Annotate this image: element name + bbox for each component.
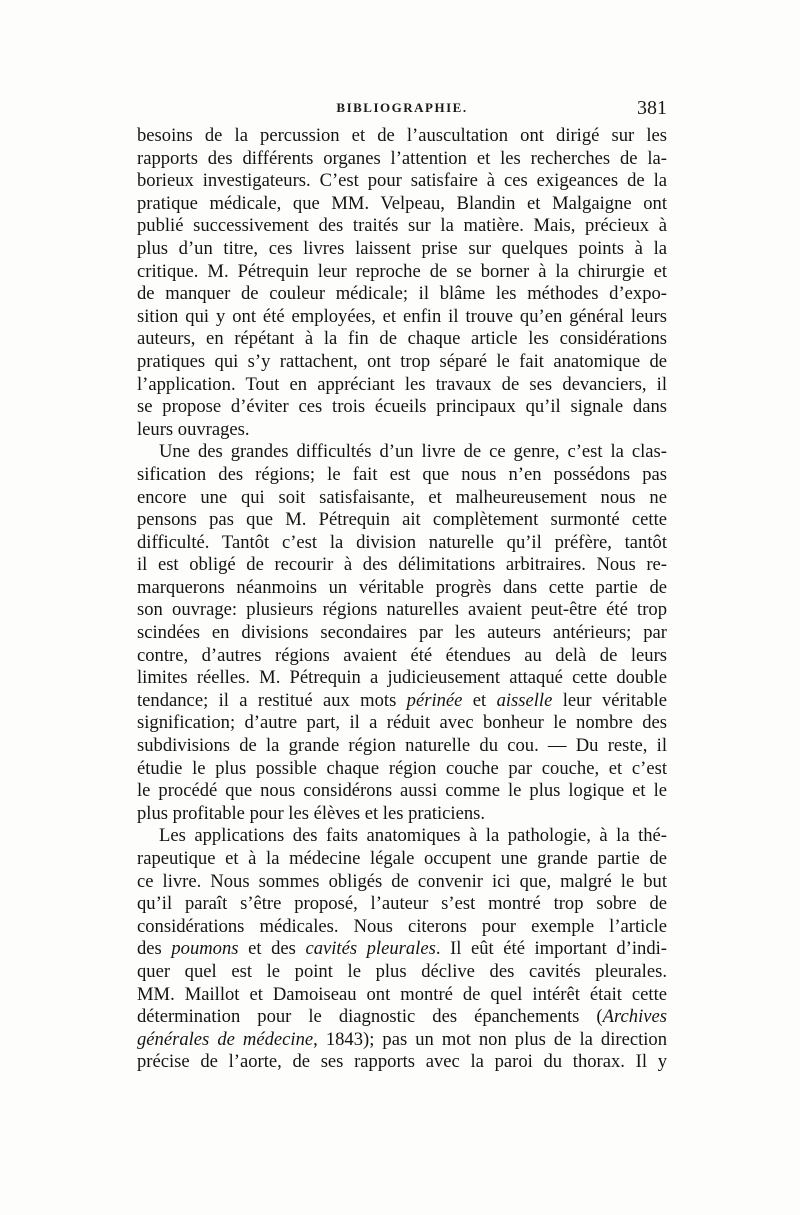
text-segment: pratiques qui s’y rattachent, ont trop séparé le fait anatomique de xyxy=(137,350,667,372)
italic-text: Archives xyxy=(602,1006,667,1028)
text-segment: MM. Maillot et Damoiseau ont montré de quel intérêt était cette xyxy=(137,983,667,1005)
text-line xyxy=(137,396,667,419)
italic-text: poumons xyxy=(171,938,239,960)
text-segment: signification; d’autre part, il a réduit avec bonheur le nombre des xyxy=(137,712,667,734)
text-segment: rapports des différents organes l’attention et les recherches de la- xyxy=(137,147,667,169)
text-segment: auteurs, en répétant à la fin de chaque article les considérations xyxy=(137,328,667,350)
text-line xyxy=(137,374,667,397)
text-segment: critique. M. Pétrequin leur reproche de se borner à la chirurgie et xyxy=(137,260,667,282)
text-segment: scindées en divisions secondaires par les auteurs antérieurs; par xyxy=(137,622,667,644)
text-line xyxy=(137,193,667,216)
text-line xyxy=(137,509,667,532)
text-segment: quer quel est le point le plus déclive des cavités pleurales. xyxy=(137,960,667,982)
text-line xyxy=(137,487,667,510)
text-line xyxy=(137,758,667,781)
page-number: 381 xyxy=(637,97,667,119)
text-segment: Une des grandes difficultés d’un livre de ce genre, c’est la clas- xyxy=(159,441,667,463)
text-segment: l’application. Tout en appréciant les travaux de ses devanciers, il xyxy=(137,373,667,395)
italic-text: cavités pleurales xyxy=(305,938,436,960)
text-line xyxy=(137,780,667,803)
text-segment: pratique médicale, que MM. Velpeau, Blandin et Malgaigne ont xyxy=(137,192,667,214)
text-line xyxy=(137,351,667,374)
text-line xyxy=(137,464,667,487)
text-segment: leur véritable xyxy=(552,689,667,711)
text-line xyxy=(137,938,667,961)
text-segment: publié successivement des traités sur la matière. Mais, précieux à xyxy=(137,215,667,237)
text-segment: des xyxy=(137,938,172,960)
text-line xyxy=(137,170,667,193)
text-line xyxy=(137,1006,667,1029)
text-line xyxy=(137,984,667,1007)
text-segment: besoins de la percussion et de l’auscultation ont dirigé sur les xyxy=(137,125,667,146)
text-segment: considérations médicales. Nous citerons pour exemple l’article xyxy=(137,915,667,937)
text-segment: qu’il paraît s’être proposé, l’auteur s’est montré trop sobre de xyxy=(137,893,667,915)
text-line xyxy=(137,1029,667,1052)
text-line xyxy=(137,803,667,826)
text-segment: étudie le plus possible chaque région couche par couche, et c’est xyxy=(137,757,667,779)
text-segment: difficulté. Tantôt c’est la division naturelle qu’il préfère, tantôt xyxy=(137,531,667,553)
text-segment: sition qui y ont été employées, et enfin il trouve qu’en général leurs xyxy=(137,305,667,327)
text-line xyxy=(137,735,667,758)
text-line xyxy=(137,622,667,645)
text-line xyxy=(137,893,667,916)
text-segment: ce livre. Nous sommes obligés de convenir ici que, malgré le but xyxy=(137,870,667,892)
text-line xyxy=(137,215,667,238)
text-line xyxy=(137,667,667,690)
text-segment: précise de l’aorte, de ses rapports avec la paroi du thorax. Il y xyxy=(137,1051,667,1073)
text-line xyxy=(137,871,667,894)
text-segment: encore une qui soit satisfaisante, et malheureusement nous ne xyxy=(137,486,667,508)
text-segment: détermination pour le diagnostic des épanchements ( xyxy=(137,1006,603,1028)
text-segment: contre, d’autres régions avaient été étendues au delà de leurs xyxy=(137,644,667,666)
text-segment: sification des régions; le fait est que nous n’en possédons pas xyxy=(137,463,667,485)
text-line xyxy=(137,238,667,261)
italic-text: aisselle xyxy=(496,689,553,711)
text-segment: . Il eût été important d’indi- xyxy=(435,938,667,960)
text-segment: limites réelles. M. Pétrequin a judicieusement attaqué cette double xyxy=(137,667,667,689)
text-line xyxy=(137,577,667,600)
text-line xyxy=(137,712,667,735)
text-line xyxy=(137,690,667,713)
text-segment: pensons pas que M. Pétrequin ait complètement surmonté cette xyxy=(137,509,667,531)
text-line xyxy=(137,1051,667,1074)
text-segment: , 1843); pas un mot non plus de la direction xyxy=(313,1028,667,1050)
text-segment: et des xyxy=(238,938,306,960)
text-segment: subdivisions de la grande région naturelle du cou. — Du reste, il xyxy=(137,735,667,757)
text-segment: le procédé que nous considérons aussi comme le plus logique et le xyxy=(137,780,667,802)
text-segment: son ouvrage: plusieurs régions naturelles avaient peut-être été trop xyxy=(137,599,667,621)
text-line xyxy=(137,825,667,848)
text-segment: plus d’un titre, ces livres laissent prise sur quelques points à la xyxy=(137,237,667,259)
text-line xyxy=(137,645,667,668)
text-segment: rapeutique et à la médecine légale occupent une grande partie de xyxy=(137,848,667,869)
text-line xyxy=(137,148,667,171)
text-line xyxy=(137,532,667,555)
text-segment: tendance; il a restitué aux mots xyxy=(137,689,407,711)
text-line xyxy=(137,261,667,284)
text-line xyxy=(137,599,667,622)
text-line xyxy=(137,961,667,984)
text-segment: et xyxy=(462,689,497,711)
running-head: BIBLIOGRAPHIE. xyxy=(336,100,468,115)
text-segment: leurs ouvrages. xyxy=(137,418,250,440)
text-line xyxy=(137,283,667,306)
text-segment: marquerons néanmoins un véritable progrès dans cette partie de xyxy=(137,576,667,598)
body-text xyxy=(137,125,667,1074)
text-line xyxy=(137,916,667,939)
text-segment: Les applications des faits anatomiques à la pathologie, à la thé- xyxy=(159,825,667,847)
text-segment: plus profitable pour les élèves et les praticiens. xyxy=(137,802,486,824)
text-line xyxy=(137,554,667,577)
text-line xyxy=(137,328,667,351)
text-line xyxy=(137,306,667,329)
text-segment: se propose d’éviter ces trois écueils principaux qu’il signale dans xyxy=(137,396,667,418)
italic-text: générales de médecine xyxy=(137,1028,314,1050)
text-line xyxy=(137,125,667,148)
page-header xyxy=(137,97,667,121)
text-segment: de manquer de couleur médicale; il blâme les méthodes d’expo- xyxy=(137,283,667,305)
italic-text: périnée xyxy=(406,689,463,711)
text-segment: borieux investigateurs. C’est pour satisfaire à ces exigeances de la xyxy=(137,170,667,192)
text-line xyxy=(137,848,667,871)
text-line xyxy=(137,441,667,464)
text-segment: il est obligé de recourir à des délimitations arbitraires. Nous re- xyxy=(137,554,667,576)
text-line xyxy=(137,419,667,442)
